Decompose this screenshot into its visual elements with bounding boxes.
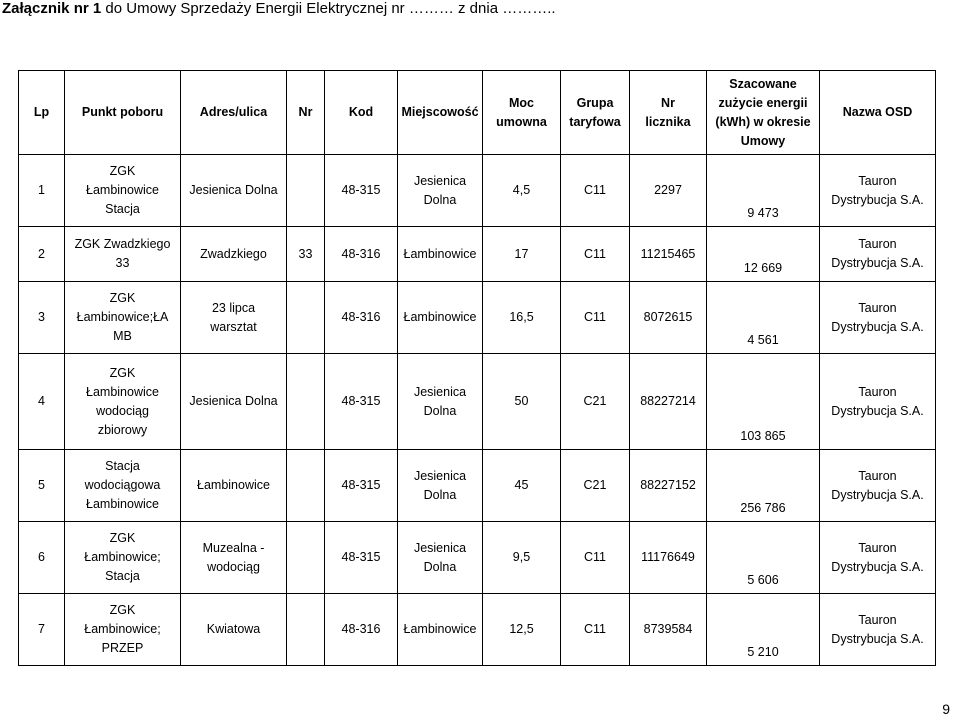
cell-miejscowosc: Łambinowice [398,282,483,354]
cell-osd: Tauron Dystrybucja S.A. [820,450,936,522]
cell-lp: 5 [19,450,65,522]
cell-kod: 48-315 [325,450,398,522]
cell-osd: Tauron Dystrybucja S.A. [820,354,936,450]
header-adres: Adres/ulica [181,71,287,155]
document-title [2,0,556,17]
header-nr: Nr [287,71,325,155]
cell-punkt-poboru: ZGK Zwadzkiego 33 [65,227,181,282]
cell-kod: 48-315 [325,354,398,450]
table-row [19,450,936,522]
cell-zuzycie: 9 473 [707,155,820,227]
cell-licznik: 8739584 [630,594,707,666]
cell-miejscowosc: Jesienica Dolna [398,522,483,594]
cell-miejscowosc: Łambinowice [398,227,483,282]
cell-kod: 48-316 [325,227,398,282]
cell-adres: Jesienica Dolna [181,155,287,227]
cell-nr [287,594,325,666]
table-header-row [19,71,936,155]
cell-miejscowosc: Jesienica Dolna [398,155,483,227]
document-title-rest: do Umowy Sprzedaży Energii Elektrycznej nr ……… z dnia ……….. [101,0,556,17]
cell-punkt-poboru: ZGK Łambinowice; PRZEP [65,594,181,666]
cell-miejscowosc: Jesienica Dolna [398,354,483,450]
cell-nr [287,450,325,522]
cell-zuzycie: 5 210 [707,594,820,666]
table-row [19,155,936,227]
cell-miejscowosc: Jesienica Dolna [398,450,483,522]
cell-punkt-poboru: ZGK Łambinowice; Stacja [65,522,181,594]
cell-licznik: 11215465 [630,227,707,282]
header-miejscowosc: Miejscowość [398,71,483,155]
cell-lp: 7 [19,594,65,666]
header-kod: Kod [325,71,398,155]
cell-licznik: 88227152 [630,450,707,522]
cell-nr [287,282,325,354]
cell-osd: Tauron Dystrybucja S.A. [820,594,936,666]
header-moc-umowna: Moc umowna [483,71,561,155]
cell-licznik: 88227214 [630,354,707,450]
cell-punkt-poboru: ZGK Łambinowice wodociąg zbiorowy [65,354,181,450]
cell-kod: 48-316 [325,282,398,354]
cell-lp: 4 [19,354,65,450]
header-lp: Lp [19,71,65,155]
cell-nr [287,354,325,450]
table-row [19,354,936,450]
cell-osd: Tauron Dystrybucja S.A. [820,522,936,594]
cell-kod: 48-315 [325,155,398,227]
cell-punkt-poboru: ZGK Łambinowice Stacja [65,155,181,227]
header-nazwa-osd: Nazwa OSD [820,71,936,155]
document-title-bold: Załącznik nr 1 [2,0,102,17]
table-row [19,282,936,354]
cell-moc: 16,5 [483,282,561,354]
cell-moc: 45 [483,450,561,522]
cell-osd: Tauron Dystrybucja S.A. [820,155,936,227]
cell-lp: 3 [19,282,65,354]
cell-zuzycie: 103 865 [707,354,820,450]
cell-moc: 4,5 [483,155,561,227]
cell-kod: 48-315 [325,522,398,594]
cell-grupa: C11 [561,227,630,282]
cell-zuzycie: 5 606 [707,522,820,594]
cell-moc: 17 [483,227,561,282]
cell-adres: Łambinowice [181,450,287,522]
cell-zuzycie: 12 669 [707,227,820,282]
cell-lp: 2 [19,227,65,282]
table-row [19,522,936,594]
cell-moc: 50 [483,354,561,450]
cell-adres: Muzealna - wodociąg [181,522,287,594]
table-row [19,594,936,666]
cell-grupa: C11 [561,282,630,354]
cell-licznik: 2297 [630,155,707,227]
cell-adres: 23 lipca warsztat [181,282,287,354]
cell-grupa: C11 [561,594,630,666]
cell-zuzycie: 256 786 [707,450,820,522]
header-punkt-poboru: Punkt poboru [65,71,181,155]
header-nr-licznika: Nr licznika [630,71,707,155]
cell-punkt-poboru: Stacja wodociągowa Łambinowice [65,450,181,522]
energy-points-table [18,70,936,666]
cell-licznik: 11176649 [630,522,707,594]
cell-lp: 6 [19,522,65,594]
cell-moc: 12,5 [483,594,561,666]
cell-nr [287,155,325,227]
cell-adres: Kwiatowa [181,594,287,666]
cell-osd: Tauron Dystrybucja S.A. [820,227,936,282]
cell-licznik: 8072615 [630,282,707,354]
cell-osd: Tauron Dystrybucja S.A. [820,282,936,354]
header-grupa-taryfowa: Grupa taryfowa [561,71,630,155]
cell-nr [287,522,325,594]
cell-grupa: C21 [561,354,630,450]
cell-adres: Jesienica Dolna [181,354,287,450]
table-row [19,227,936,282]
cell-grupa: C11 [561,155,630,227]
cell-kod: 48-316 [325,594,398,666]
cell-grupa: C21 [561,450,630,522]
cell-grupa: C11 [561,522,630,594]
cell-nr: 33 [287,227,325,282]
header-szacowane-zuzycie: Szacowane zużycie energii (kWh) w okresie Umowy [707,71,820,155]
cell-lp: 1 [19,155,65,227]
cell-punkt-poboru: ZGK Łambinowice;ŁA MB [65,282,181,354]
cell-miejscowosc: Łambinowice [398,594,483,666]
cell-adres: Zwadzkiego [181,227,287,282]
cell-moc: 9,5 [483,522,561,594]
page-number: 9 [942,701,950,717]
cell-zuzycie: 4 561 [707,282,820,354]
table-body [19,155,936,666]
